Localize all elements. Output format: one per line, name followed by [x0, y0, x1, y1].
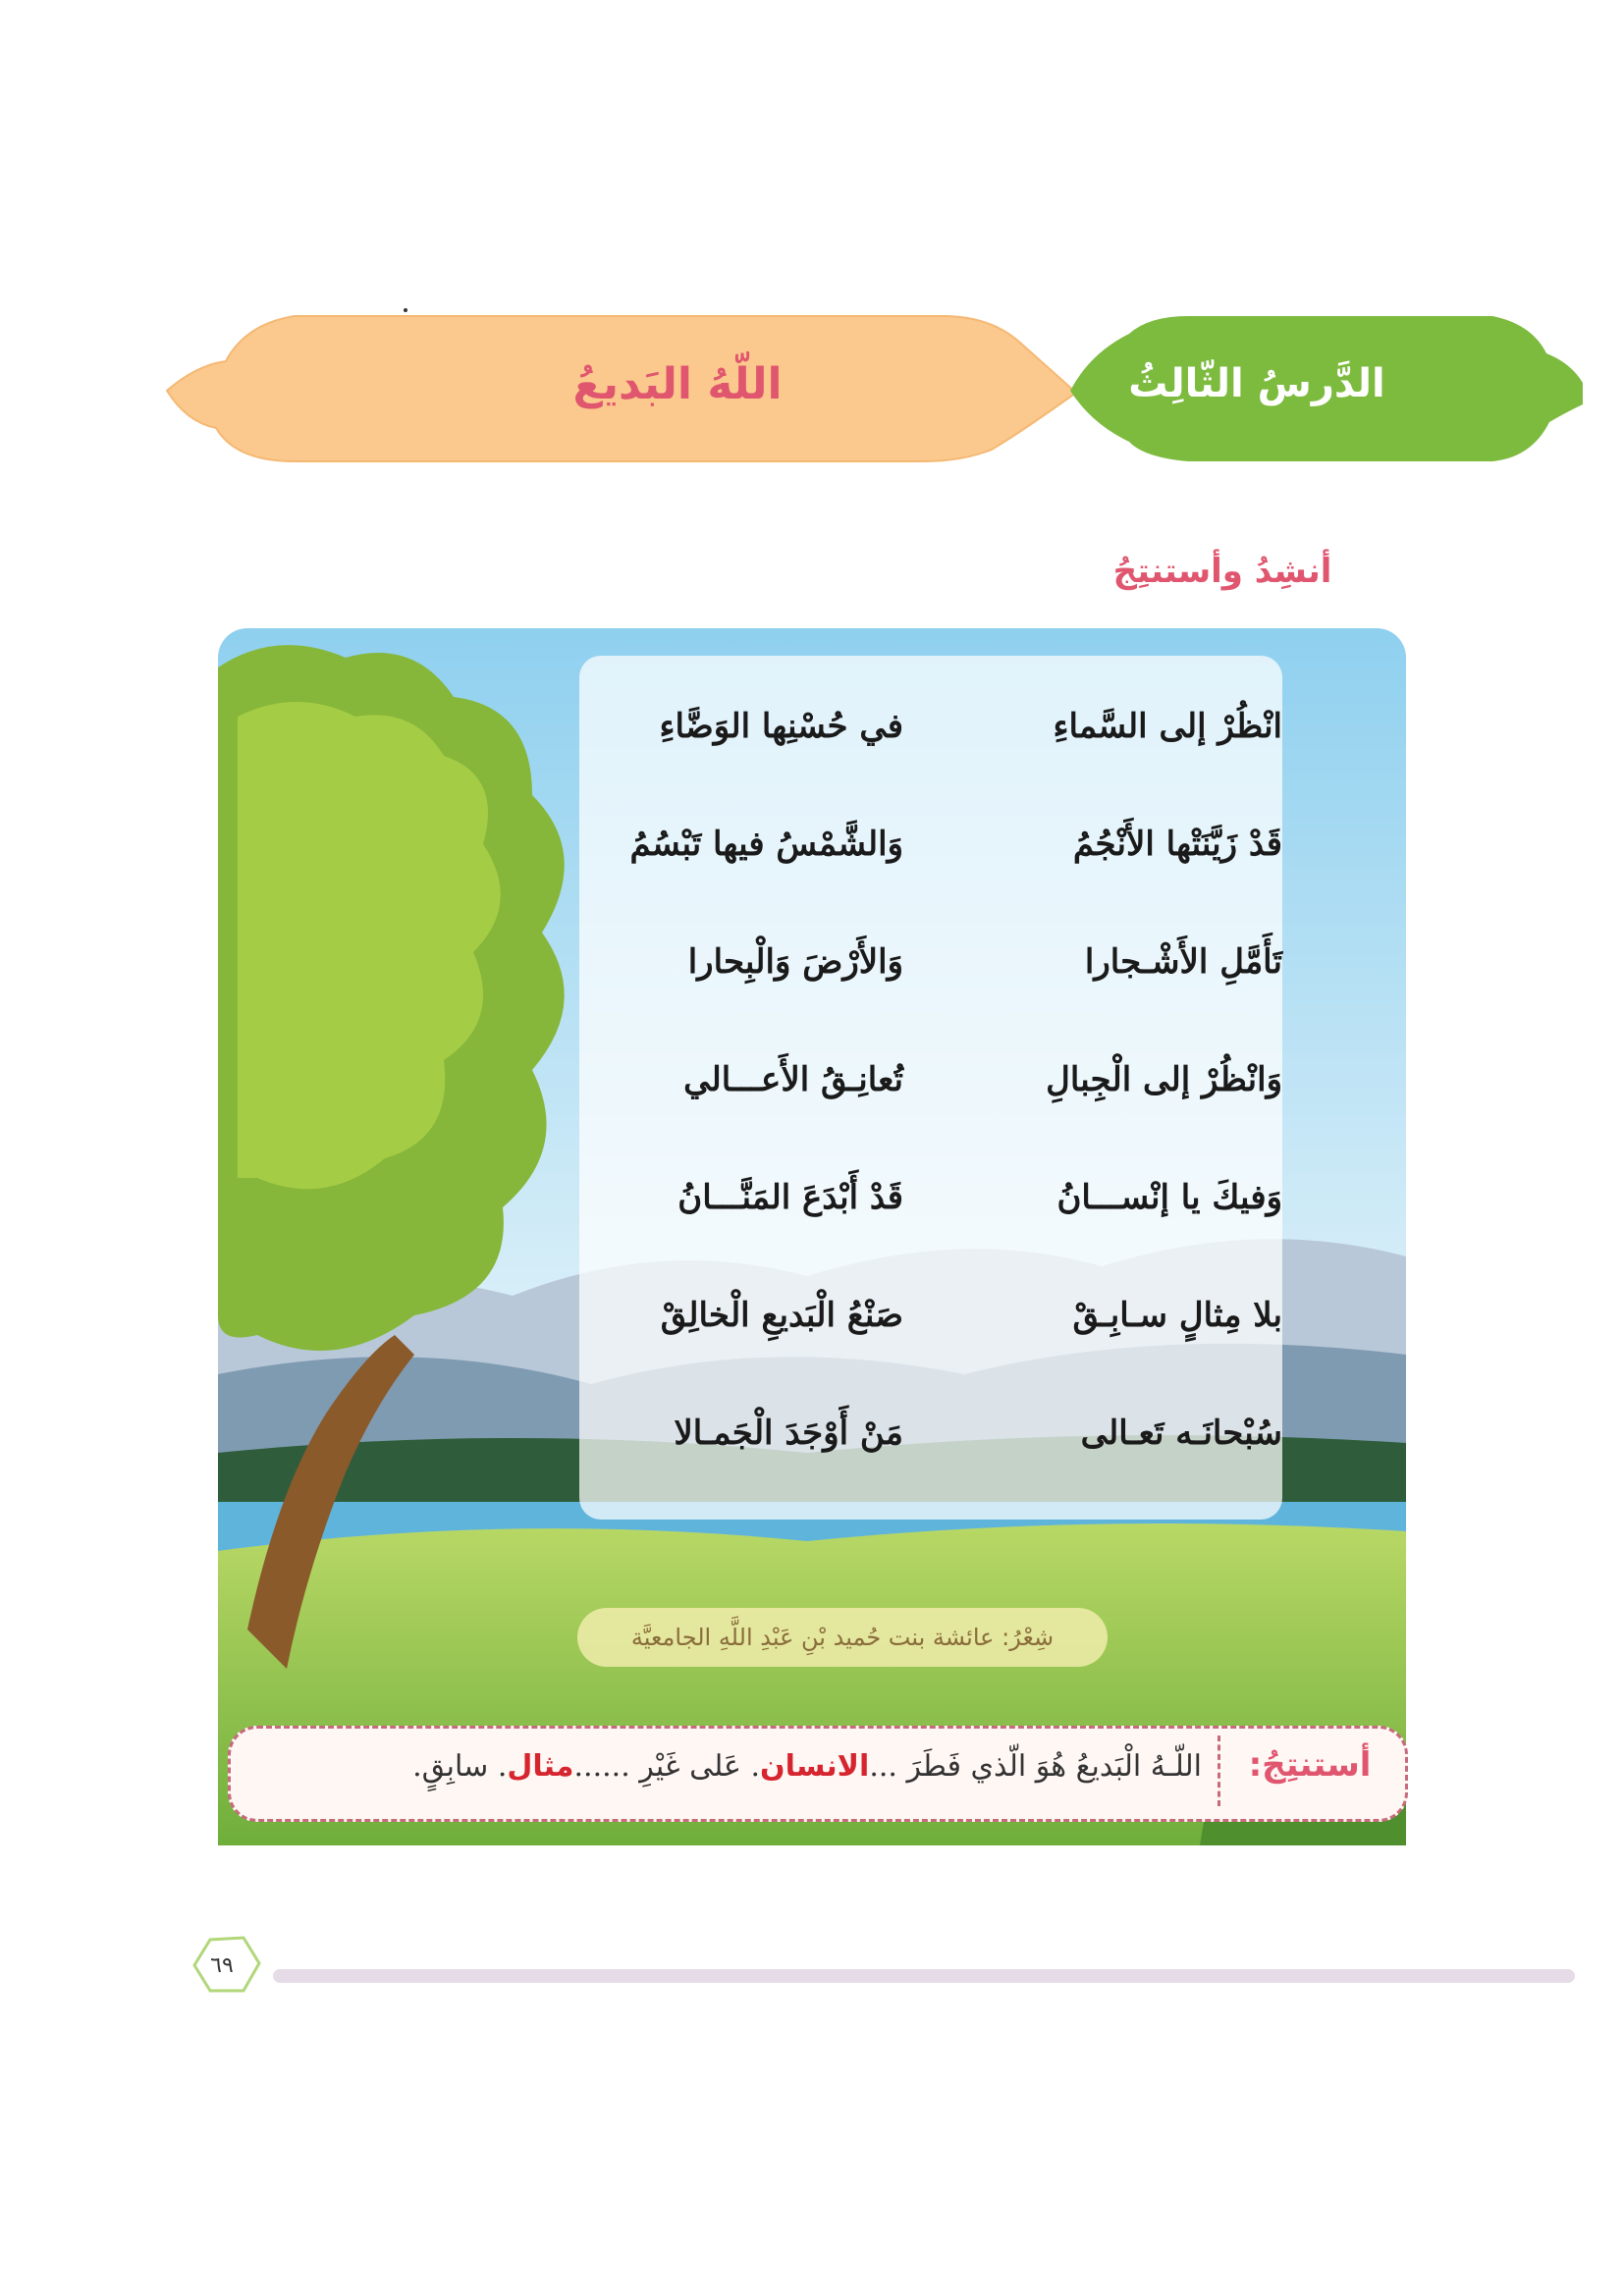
lesson-label: الدَّرسُ الثّالِثُ: [1128, 361, 1385, 406]
poem-panel: [579, 656, 1282, 1520]
verse-1-first-half: انْظُرْ إلى السَّماءِ: [1053, 707, 1282, 746]
verse-5-first-half: وَفيكَ يا إنْســـانُ: [1056, 1178, 1282, 1217]
verse-3-second-half: وَالأَرْضَ وَالْبِحارا: [687, 942, 903, 982]
answer-blank-1: الانسان: [760, 1749, 870, 1784]
banner-dot: [404, 308, 407, 312]
verse-2-first-half: قَدْ زَيَّنَتْها الأَنْجُمُ: [1072, 825, 1282, 864]
conclusion-sentence: [249, 1749, 1202, 1784]
verse-4-second-half: تُعانِـقُ الأَعـــالي: [683, 1060, 903, 1099]
answer-blank-2: مثال: [507, 1749, 574, 1784]
verse-6-first-half: بلا مِثالٍ سـابِـقْ: [1072, 1296, 1282, 1335]
conclusion-text-end: . سابِقٍ.: [412, 1749, 508, 1784]
verse-5-second-half: قَدْ أَبْدَعَ المَنَّـــانُ: [677, 1178, 903, 1217]
conclusion-text-mid: . عَلى غَيْرِ ......: [573, 1749, 761, 1784]
lesson-title: اللّهُ البَديعُ: [572, 359, 783, 409]
verse-7-first-half: سُبْحانَـه تَعـالى: [1080, 1414, 1282, 1453]
poet-credit: شِعْرُ: عائشة بنت حُميد بْنِ عَبْدِ اللَّهِ الجامعيَّة: [630, 1624, 1055, 1651]
conclusion-label: أستنتِجُ:: [1248, 1745, 1372, 1785]
poet-credit-badge: [577, 1608, 1108, 1667]
conclusion-divider: [1218, 1735, 1220, 1806]
verse-7-second-half: مَنْ أَوْجَدَ الْجَمـالا: [674, 1414, 903, 1453]
footer-line: [273, 1969, 1575, 1983]
verse-2-second-half: وَالشَّمْسُ فيها تَبْسُمُ: [629, 825, 903, 864]
conclusion-text-start: اللّـهُ الْبَديعُ هُوَ الّذي فَطَرَ ...: [869, 1749, 1202, 1784]
verse-4-first-half: وَانْظُرْ إلى الْجِبالِ: [1046, 1060, 1282, 1099]
page-number: ٦٩: [210, 1953, 234, 1978]
verse-1-second-half: في حُسْنِها الوَضَّاءِ: [659, 707, 903, 746]
section-label: أنشِدُ وأستنتِجُ: [1112, 552, 1332, 591]
verse-6-second-half: صَنْعُ الْبَديعِ الْخالِقْ: [660, 1296, 903, 1335]
header-banners: [0, 0, 1624, 510]
verse-3-first-half: تَأَمَّلِ الأَشْـجارا: [1084, 942, 1282, 982]
